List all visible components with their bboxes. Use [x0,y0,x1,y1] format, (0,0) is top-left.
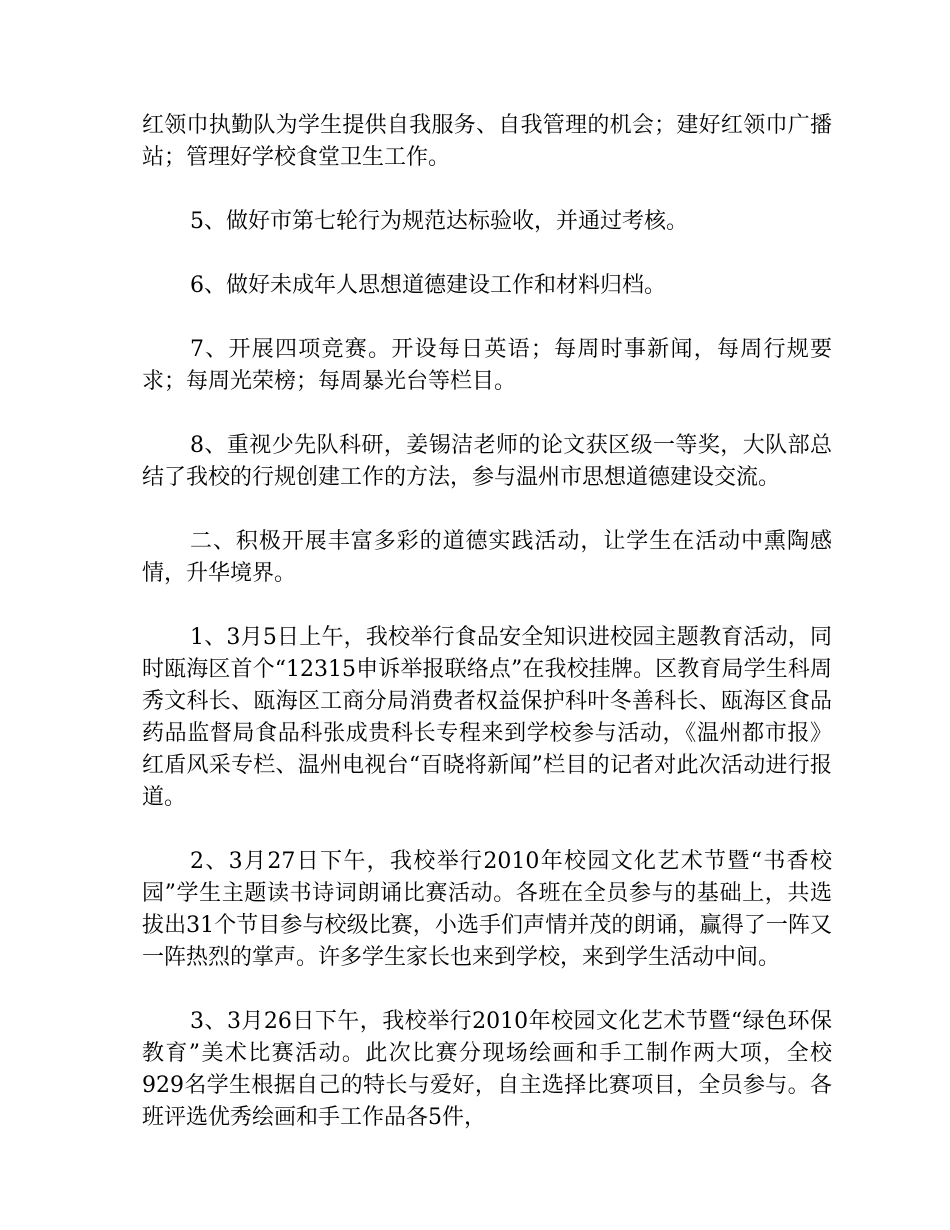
paragraph-2: 5、做好市第七轮行为规范达标验收，并通过考核。 [190,209,688,234]
paragraph-5: 8、重视少先队科研，姜锡洁老师的论文获区级一等奖，大队部总结了我校的行规创建工作的方法，参与温州市思想道德建设交流。 [142,433,832,490]
paragraph-3: 6、做好未成年人思想道德建设工作和材料归档。 [190,273,666,298]
paragraph-8: 2、3月27日下午，我校举行2010年校园文化艺术节暨“书香校园”学生主题读书诗词朗诵比赛活动。各班在全员参与的基础上，共选拔出31个节目参与校级比赛，小选手们声情并茂的朗诵，赢得了一阵又一阵热烈的掌声。许多学生家长也来到学校，来到学生活动中间。 [142,849,832,970]
paragraph-7: 1、3月5日上午，我校举行食品安全知识进校园主题教育活动，同时瓯海区首个“12315申诉举报联络点”在我校挂牌。区教育局学生科周秀文科长、瓯海区工商分局消费者权益保护科叶冬善科长、瓯海区食品药品监督局食品科张成贵科长专程来到学校参与活动，《温州都市报》红盾风采专栏、温州电视台“百晓将新闻”栏目的记者对此次活动进行报道。 [142,625,832,810]
document-page [142,110,832,1166]
paragraph-1: 红领巾执勤队为学生提供自我服务、自我管理的机会；建好红领巾广播站；管理好学校食堂卫生工作。 [142,113,832,170]
section-heading-paragraph: 二、积极开展丰富多彩的道德实践活动，让学生在活动中熏陶感情，升华境界。 [142,529,832,586]
paragraph-4: 7、开展四项竞赛。开设每日英语；每周时事新闻，每周行规要求；每周光荣榜；每周暴光台等栏目。 [142,337,832,394]
paragraph-9: 3、3月26日下午，我校举行2010年校园文化艺术节暨“绿色环保教育”美术比赛活动。此次比赛分现场绘画和手工制作两大项，全校929名学生根据自己的特长与爱好，自主选择比赛项目，全员参与。各班评选优秀绘画和手工作品各5件， [142,1009,832,1130]
